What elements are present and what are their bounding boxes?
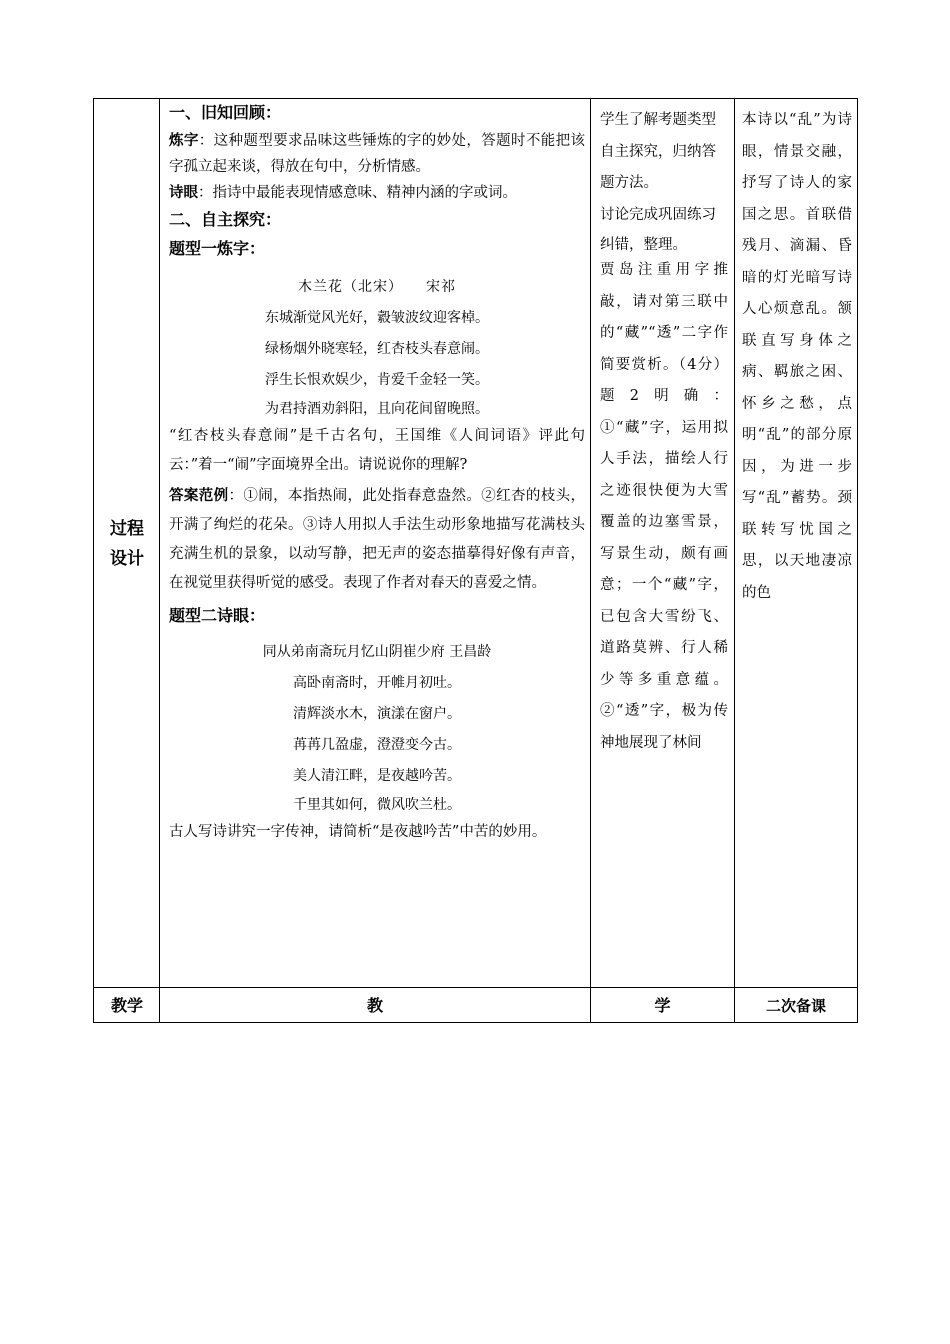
poem-line: 苒苒几盈虚，澄澄变今古。 [293, 737, 461, 753]
answer-example: 答案范例：①闹，本指热闹，此处指春意盎然。②红杏的枝头，开满了绚烂的花朵。③诗人用拟人手法生动形象地描写花满枝头充满生机的景象，以动写静，把无声的姿态描摹得好像有声音，在视觉里获得听觉的感受。表现了作者对春天的喜爱之情。 [169, 488, 586, 591]
activity-line: 讨论完成巩固练习 [600, 206, 716, 223]
poem-title: 同从弟南斋玩月忆山阴崔少府 王昌龄 [262, 644, 492, 660]
question-2: 古人写诗讲究一字传神，请简析“是夜越吟苦”中苦的妙用。 [169, 824, 547, 840]
poem-line: 清辉淡水木，演漾在窗户。 [293, 706, 461, 722]
col-divider [734, 99, 735, 1022]
definition-shiyan: 诗眼：指诗中最能表现情感意味、精神内涵的字或词。 [169, 185, 517, 201]
poem-line: 为君持酒劝斜阳，且向花间留晚照。 [265, 401, 489, 417]
row-divider [94, 987, 857, 988]
section-heading-type2: 题型二诗眼： [169, 606, 266, 625]
lesson-table [93, 98, 858, 1023]
poem-1 [169, 272, 585, 422]
poem-line: 千里其如何，微风吹兰杜。 [293, 797, 461, 813]
question-1: “红杏枝头春意闹”是千古名句，王国维《人间词语》评此句云：”着一“闹”字面境界全出。请说说你的理解? [169, 428, 585, 473]
poem-line: 东城渐觉风光好，縠皱波纹迎客棹。 [265, 310, 489, 326]
section-heading-explore: 二、自主探究： [169, 210, 282, 229]
second-prep-column: 本诗以“乱”为诗眼，情景交融，抒写了诗人的家国之思。首联借残月、滴漏、昏暗的灯光暗写诗人心烦意乱。颔联直写身体之病、羁旅之困、怀乡之愁，点明“乱”的部分原因，为进一步写“乱”蓄势。颈联转写忧国之思，以天地凄凉的色 [742, 112, 852, 601]
poem-line: 高卧南斋时，开帷月初吐。 [293, 675, 461, 691]
footer-teaching: 教学 [110, 996, 143, 1015]
student-activity-column [600, 105, 728, 759]
poem-line: 美人清江畔，是夜越吟苦。 [293, 768, 461, 784]
poem-2 [169, 637, 585, 818]
teaching-content-column [169, 99, 585, 847]
section-heading-type1: 题型一炼字： [169, 239, 266, 258]
poem-line: 浮生长恨欢娱少，肯爱千金轻一笑。 [265, 372, 489, 388]
activity-line: 纠错，整理。 [600, 237, 687, 253]
row-label-process-design: 过程 设计 [110, 519, 144, 569]
activity-line: 学生了解考题类型 [600, 112, 716, 128]
footer-teach: 教 [366, 996, 383, 1015]
definition-liànzi: 炼字：这种题型要求品味这些锤炼的字的妙处，答题时不能把该字孤立起来谈，得放在句中，分析情感。 [169, 133, 586, 175]
section-heading-review: 一、旧知回顾： [169, 103, 282, 122]
footer-second-prep: 二次备课 [765, 997, 826, 1015]
poem-line: 绿杨烟外晓寒轻，红杏枝头春意闹。 [265, 341, 489, 357]
activity-line: 自主探究，归纳答题方法。 [600, 143, 716, 191]
footer-learn: 学 [654, 996, 671, 1015]
poem-title: 木兰花（北宋） 宋祁 [298, 279, 456, 295]
col-divider [590, 99, 591, 1022]
activity-analysis: 贾岛注重用字推敲，请对第三联中的“藏”“透”二字作简要赏析。（4分）题2明确：①“藏”字，运用拟人手法，描绘人行之迹很快便为大雪覆盖的边塞雪景，写景生动，颇有画意；一个“藏”字，已包含大雪纷飞、道路莫辨、行人稀少等多重意蕴。②“透”字，极为传神地展现了林间 [600, 262, 728, 751]
